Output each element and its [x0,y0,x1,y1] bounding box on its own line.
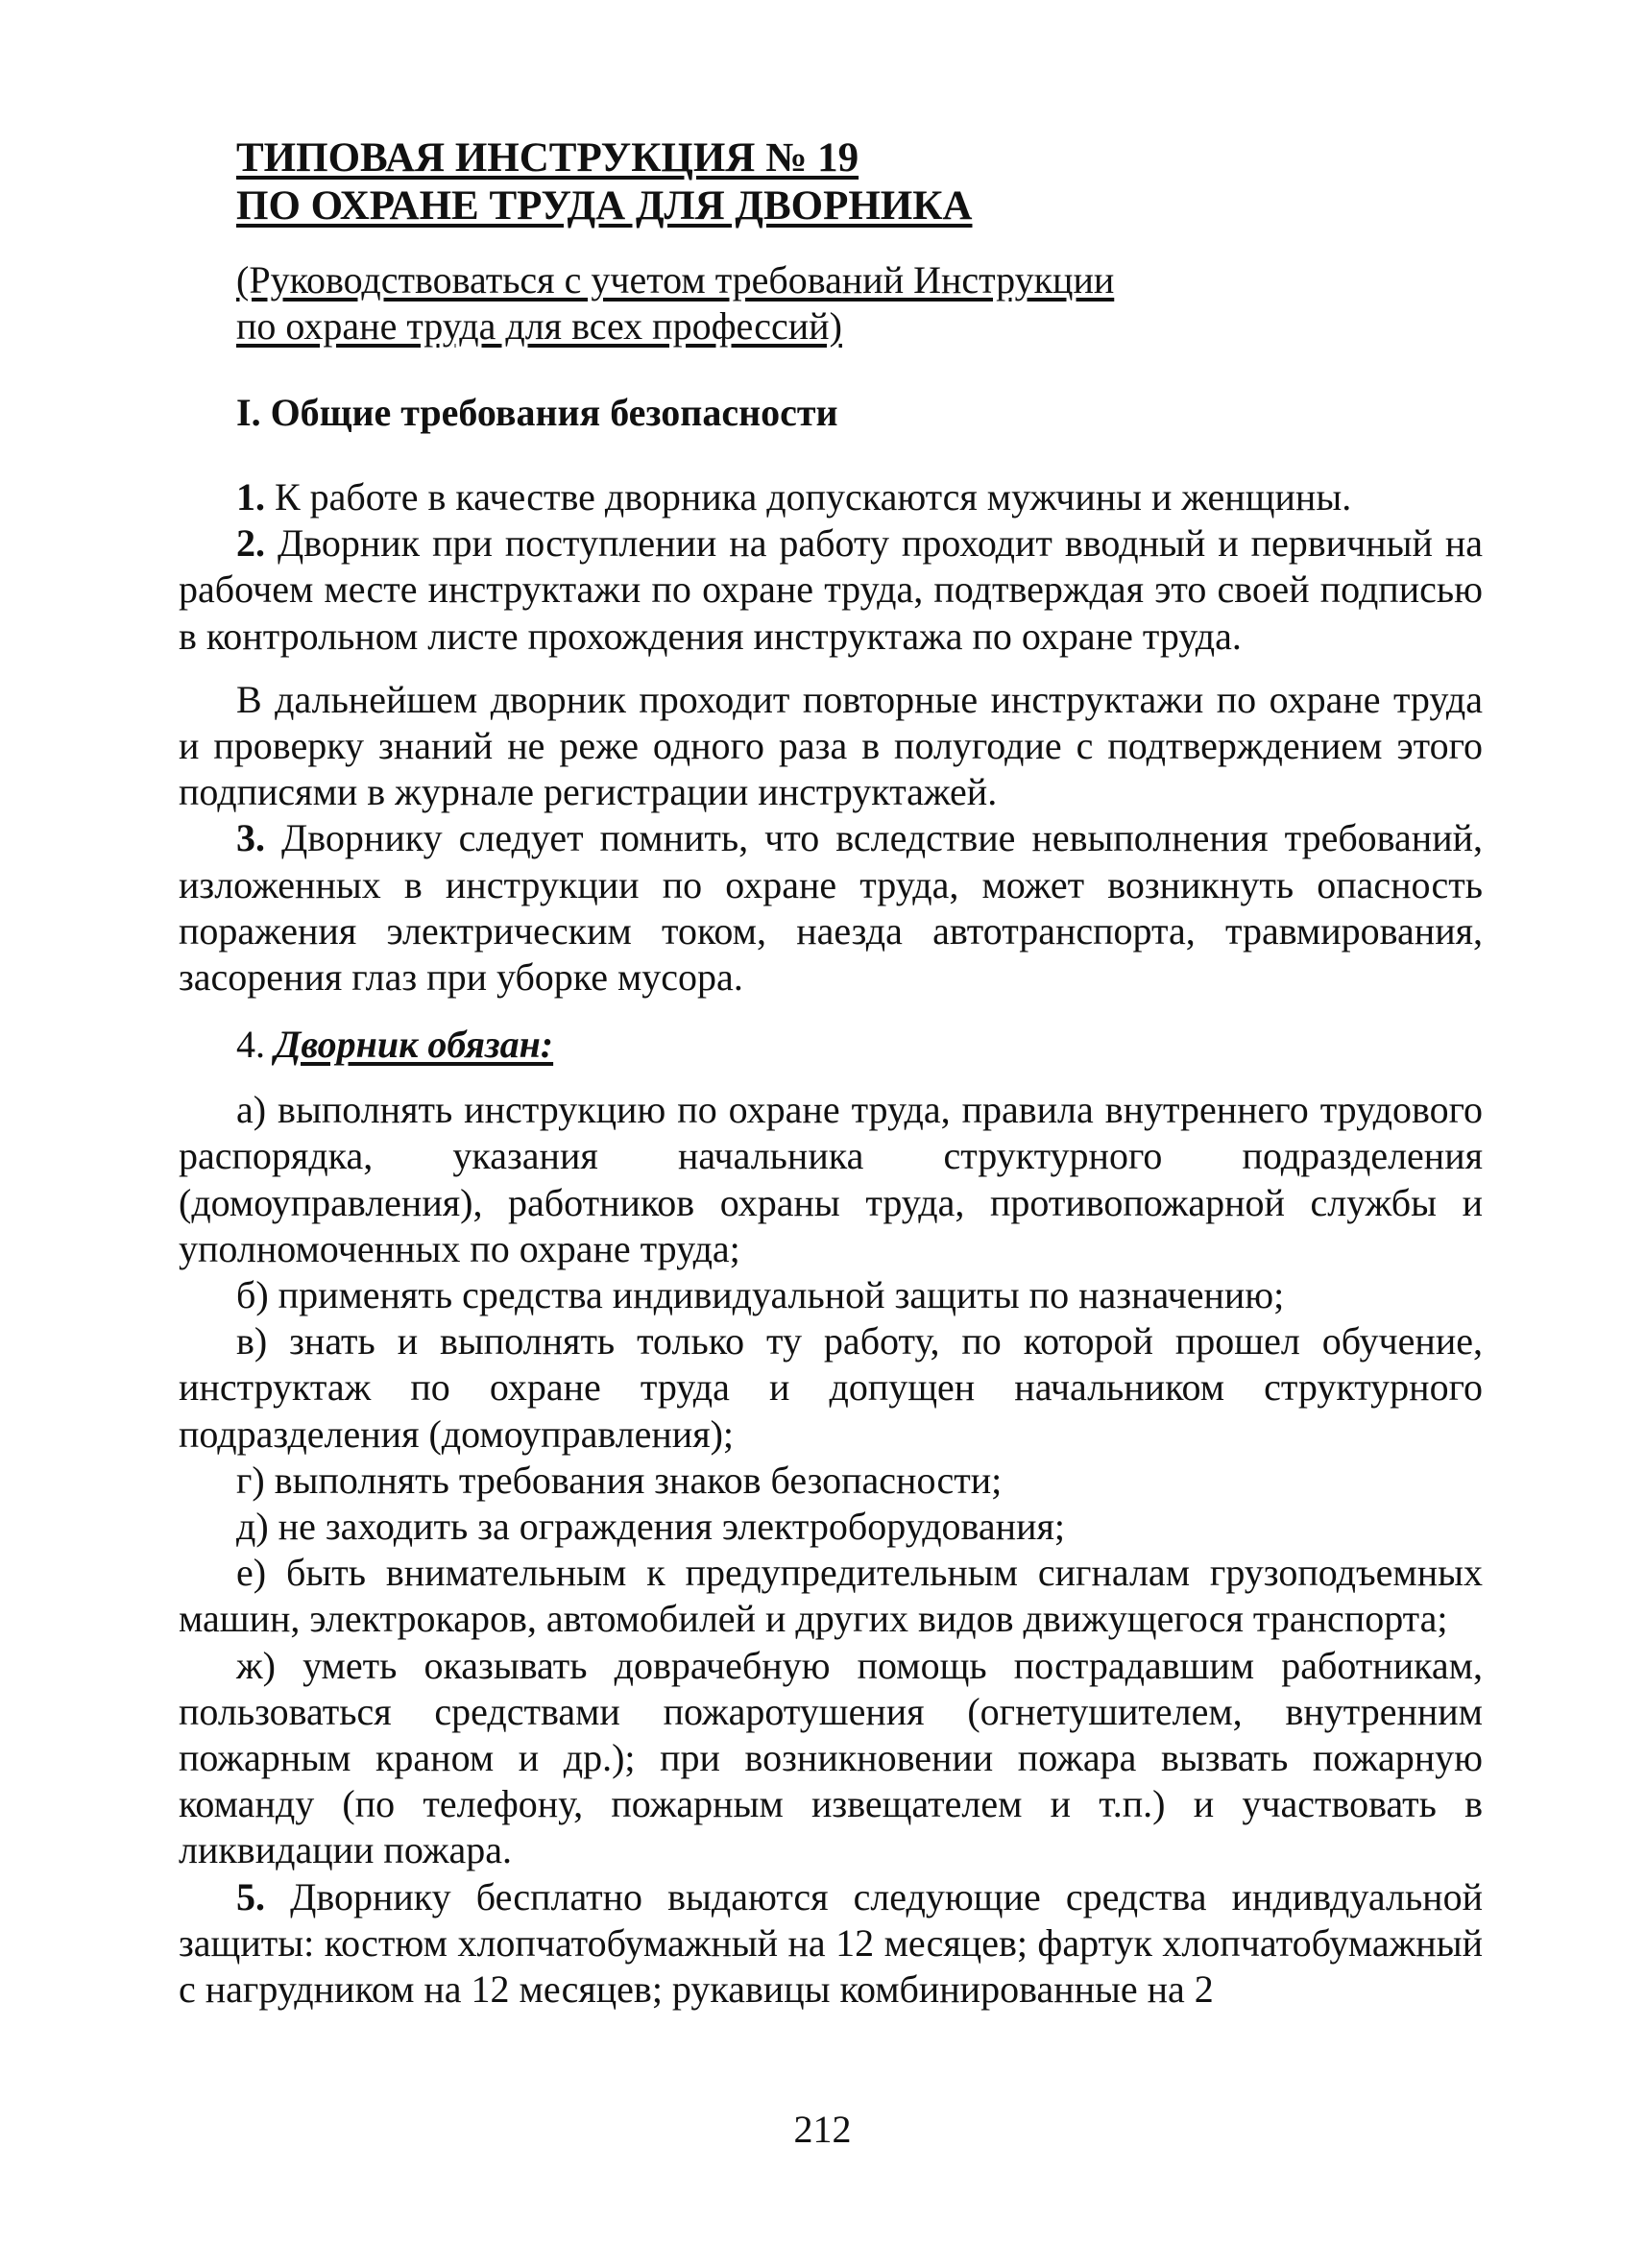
duty-number: 4. [236,1023,265,1067]
subtitle-line-2: по охране труда для всех профессий) [236,304,842,348]
duty-item-e: е) быть внимательным к предупредительным сигналам грузоподъемных машин, электрокаров, автомобилей и других видов движущегося транспорта; [179,1551,1483,1641]
paragraph-2-continued [179,677,1483,816]
title-line-1: ТИПОВАЯ ИНСТРУКЦИЯ № 19 [236,135,859,181]
duty-heading-text: Дворник обязан: [275,1023,554,1067]
paragraph-number: 1. [236,475,265,519]
paragraph-number: 2. [236,521,265,566]
paragraph-1 [179,474,1483,520]
duty-item-d: д) не заходить за ограждения электроборудования; [236,1505,1065,1549]
duty-item-g: г) выполнять требования знаков безопасности; [236,1458,1003,1502]
page-content [179,134,1483,2013]
paragraph-text: К работе в качестве дворника допускаются мужчины и женщины. [265,475,1352,519]
paragraph-text: Дворнику следует помнить, что вследствие невыполнения требований, изложенных в инструкции по охране труда, может возникнуть опасность поражения электрическим током, наезда автотранспорта, травмирования, засорения глаз при уборке мусора. [179,816,1483,1000]
paragraph-2 [179,520,1483,660]
document-title [236,134,1483,230]
page-number: 212 [793,2108,852,2151]
paragraph-number: 5. [236,1874,265,1918]
subtitle-line-1: (Руководствоваться с учетом требований Инструкции [236,258,1115,302]
duty-heading [179,1022,1483,1068]
paragraph-text: Дворнику бесплатно выдаются следующие средства индивдуальной защиты: костюм хлопчатобумажный на 12 месяцев; фартук хлопчатобумажный с нагрудником на 12 месяцев; рукавицы комбинированные на 2 [179,1874,1483,2012]
paragraph-text: В дальнейшем дворник проходит повторные инструктажи по охране труда и проверку знаний не реже одного раза в полугодие с подтверждением этого подписями в журнале регистрации инструктажей. [179,677,1483,814]
paragraph-number: 3. [236,816,265,860]
paragraph-5 [179,1874,1483,2014]
duty-item-v: в) знать и выполнять только ту работу, по которой прошел обучение, инструктаж по охране труда и допущен начальником структурного подразделения (домоуправления); [179,1319,1483,1456]
section-heading: I. Общие требования безопасности [236,391,838,434]
title-line-2: ПО ОХРАНЕ ТРУДА ДЛЯ ДВОРНИКА [236,183,973,229]
duty-item-a: а) выполнять инструкцию по охране труда, правила внутреннего трудового распорядка, указания начальника структурного подразделения (домоуправления), работников охраны труда, противопожарной службы и уполномоченных по охране труда; [179,1088,1483,1270]
paragraph-3 [179,815,1483,1001]
duty-item-b: б) применять средства индивидуальной защиты по назначению; [236,1273,1285,1317]
duty-item-zh: ж) уметь оказывать доврачебную помощь пострадавшим работникам, пользоваться средствами пожаротушения (огнетушителем, внутренним пожарным краном и др.); при возникновении пожара вызвать пожарную команду (по телефону, пожарным извещателем и т.п.) и участвовать в ликвидации пожара. [179,1643,1483,1872]
document-subtitle [236,257,1483,350]
document-body [179,474,1483,2013]
paragraph-text: Дворник при поступлении на работу проходит вводный и первичный на рабочем месте инструктажи по охране труда, подтверждая это своей подписью в контрольном листе прохождения инструктажа по охране труда. [179,521,1483,658]
